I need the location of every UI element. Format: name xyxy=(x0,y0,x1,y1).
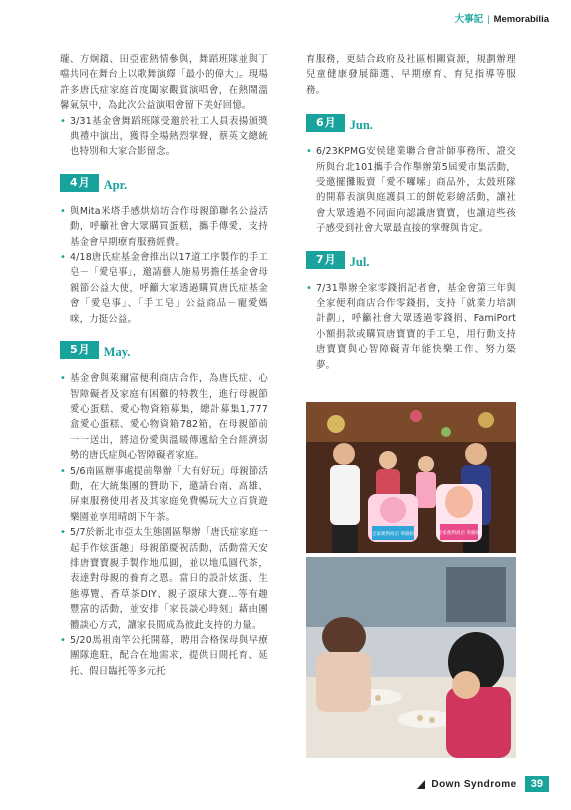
section-title-en: Memorabilia xyxy=(493,14,549,25)
footer-triangle-icon xyxy=(417,780,425,789)
march-item: • 3/31基金會舞蹈班隊受邀於社工人員表揚頒獎典禮中演出，獲得全場熱烈掌聲，蔡英文總統也特別和大家合影留念。 xyxy=(60,115,268,158)
page-footer xyxy=(417,776,549,792)
month-label-en: May. xyxy=(103,345,131,360)
left-column xyxy=(60,52,268,679)
month-badge: 4月 xyxy=(60,174,99,192)
bullet-icon: • xyxy=(60,635,67,646)
bullet-icon: • xyxy=(306,282,313,294)
may-item-4: • 5/20馬祖南竿公托開幕，聘用合格保母與早療團隊進駐，配合在地需求，提供日間托育、延托、假日臨托等多元托 xyxy=(60,635,268,677)
press-conference-photo xyxy=(306,402,516,553)
bullet-icon: • xyxy=(60,373,67,385)
sign-left-text: 全家便利商店 零錢捐 xyxy=(372,532,414,537)
bullet-icon: • xyxy=(306,146,313,158)
press-conference-illustration xyxy=(306,402,516,553)
bullet-icon: • xyxy=(60,465,67,477)
header-divider: | xyxy=(487,14,490,25)
may-item-3: • 5/7於新北市亞太生態園區舉辦「唐氏症家庭一起手作炫蛋趣」母親節慶祝活動，活動當天安排唐寶寶親手製作地瓜圓，並以地瓜圓代茶，表達對母親的養育之恩。當日的設計炫蛋、生態導覽、香草茶DIY、親子滾球大賽…等有趣豐富的活動，並安排「家長談心時刻」藉由團體談心方式，讓家長間成為彼此支持的力量。 xyxy=(60,527,268,631)
page-header xyxy=(455,14,549,26)
month-label-en: Jun. xyxy=(349,118,373,133)
bullet-icon: • xyxy=(60,115,67,127)
april-item-2: • 4/18唐氏症基金會推出以17道工序製作的手工皂－「愛皂事」，邀請藝人施易男擔任基金會母親節公益大使，呼籲大家透過購買唐氏症基金會「愛皂事」、「手工皂」公益商品－寵愛媽咪，力挺公益。 xyxy=(60,252,268,325)
month-badge: 6月 xyxy=(306,114,345,132)
april-item-1: • 與Mita米塔手感烘焙坊合作母親節聯名公益活動，呼籲社會大眾購買蛋糕，攜手傳愛，支持基金會早期療育服務經費。 xyxy=(60,205,268,248)
section-title-cn: 大事記 xyxy=(454,14,484,25)
right-column xyxy=(306,52,516,373)
month-label-en: Jul. xyxy=(349,254,370,269)
month-heading-june xyxy=(306,114,516,132)
june-item-1: • 6/23KPMG安侯建業聯合會計師事務所、證交所與台北101攜手合作舉辦第5屆愛市集活動，受邀擺攤販賣「愛不囉嗦」商品外，太鼓班隊的開幕表演與庭護員工的餅乾彩繪活動，讓社會大眾透過不同面向認識唐寶寶，也讓這些孩子感受到社會大眾最直接的掌聲與肯定。 xyxy=(306,146,516,235)
cooking-activity-photo xyxy=(306,557,516,758)
month-heading-july xyxy=(306,251,516,269)
month-badge: 7月 xyxy=(306,251,345,269)
month-badge: 5月 xyxy=(60,341,99,359)
bullet-icon: • xyxy=(60,205,67,217)
sign-right-text: 全家便利商店 零錢捐 xyxy=(438,531,480,536)
continued-paragraph: 育服務，更結合政府及社區相關資源，規劃辦理兒童健康發展篩選、早期療育、育兒指導等服務。 xyxy=(306,54,516,96)
month-label-en: Apr. xyxy=(103,177,128,192)
footer-title: Down Syndrome xyxy=(431,778,517,790)
cooking-activity-illustration xyxy=(306,557,516,758)
may-item-1: • 基金會與萊爾富便利商店合作，為唐氏症、心智障礙者及家庭有困難的特教生，進行母親節愛心蛋糕、愛心物資箱募集，總計募集1,777盒愛心蛋糕、愛心物資箱782箱，在母親節前一一送出，將這份愛與溫暖傳遞給全台經濟弱勢的唐氏症與心智障礙者家庭。 xyxy=(60,373,268,462)
month-heading-april xyxy=(60,174,268,192)
page-number: 39 xyxy=(525,776,549,792)
intro-paragraph: 瓏、方炯鑌、田亞霍熱情參與，舞蹈班隊並與丁噹共同在舞台上以歌舞演繹「最小的偉大」。現場許多唐氏症家庭首度闔家觀賞演唱會，在熱鬧溫馨氣氛中，為此次公益演唱會留下美好回憶。 xyxy=(60,54,268,112)
july-item-1: • 7/31舉辦全家零錢捐記者會，基金會第三年與全家便利商店合作零錢捐，支持「就業力培訓計劃」，呼籲社會大眾透過零錢捐、FamiPort小額捐款或購買唐寶寶的手工皂，用行動支持唐寶寶與心智障礙青年能快樂工作、努力築夢。 xyxy=(306,282,516,371)
month-heading-may xyxy=(60,341,268,359)
bullet-icon: • xyxy=(60,252,67,264)
bullet-icon: • xyxy=(60,527,67,539)
may-item-2: • 5/6南區辦事處提前舉辦「大有好玩」母親節活動，在大統集團的贊助下，邀請台南、高雄、屏東服務使用者及其家庭免費暢玩大立百貨遊樂園並享用晴朗下午茶。 xyxy=(60,465,268,523)
